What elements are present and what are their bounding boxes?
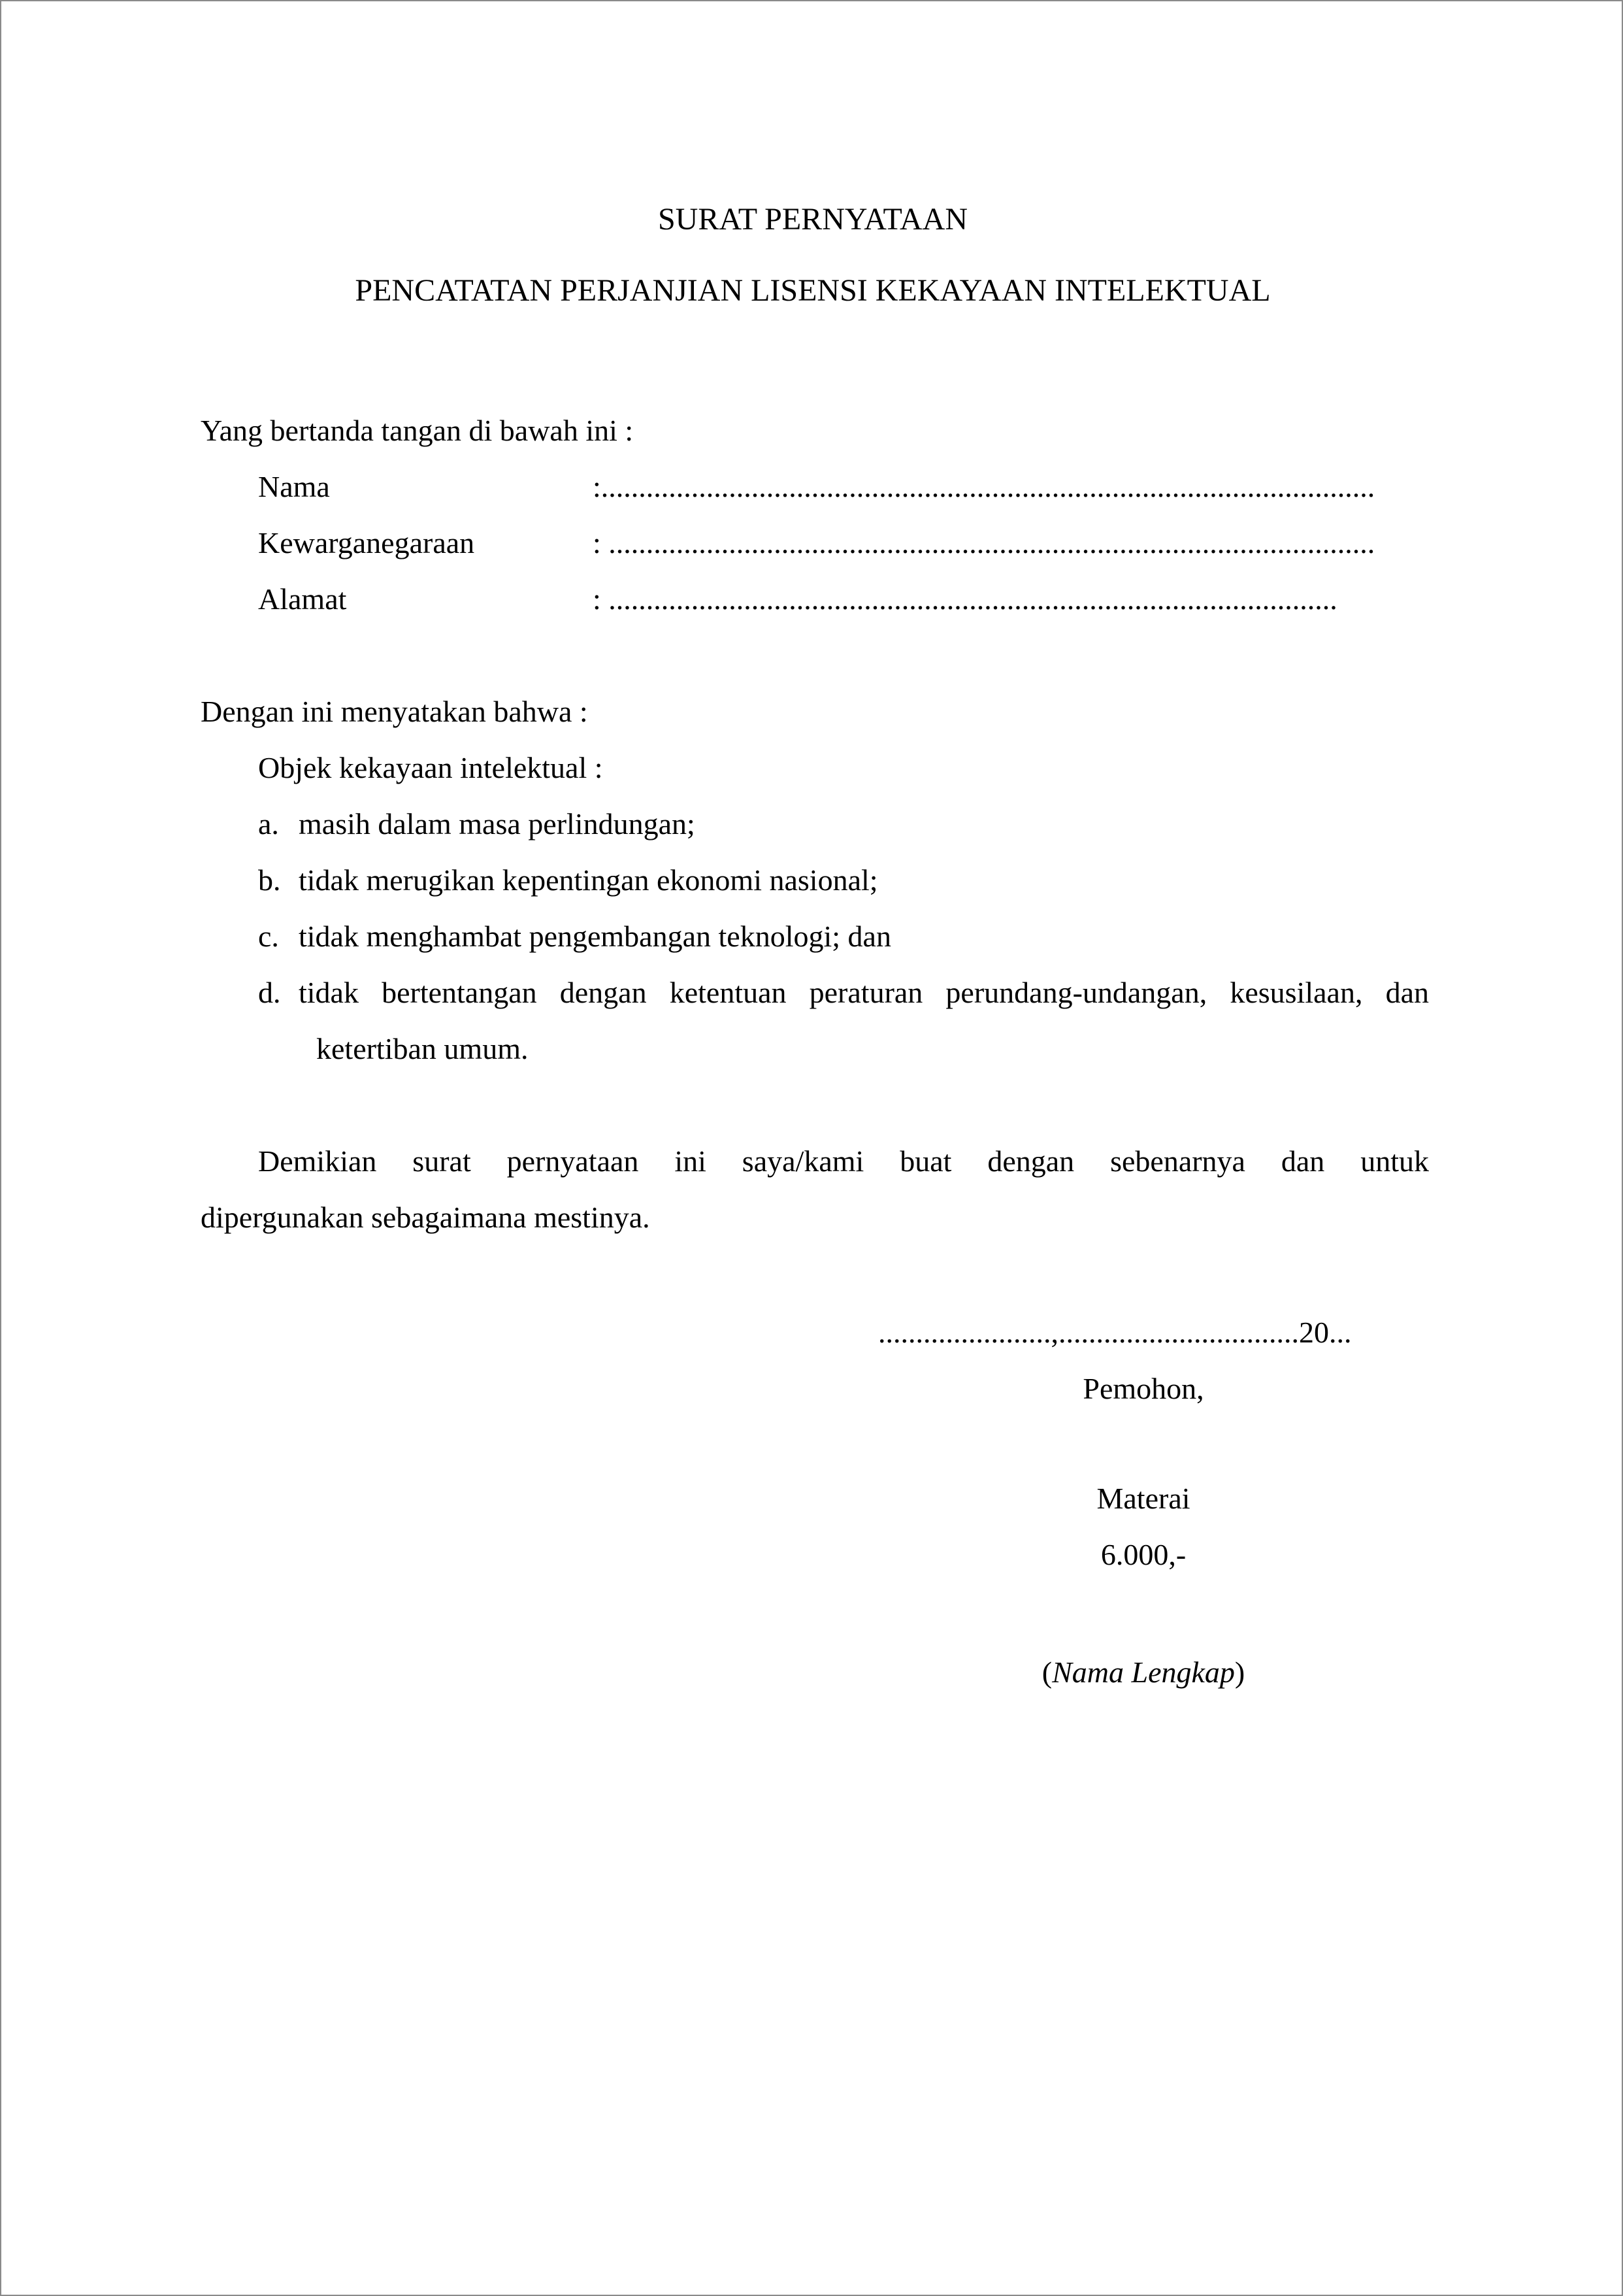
object-label: Objek kekayaan intelektual : [258,751,603,784]
field-label-nama: Nama [258,470,330,503]
list-item-d-text: tidak bertentangan dengan ketentuan peraturan perundang-undangan, kesusilaan, dan [299,976,1429,1009]
list-item-a: masih dalam masa perlindungan; [299,807,695,840]
list-marker-c: c. [258,920,279,953]
field-label-alamat: Alamat [258,582,347,616]
signer-name-open: ( [1041,1655,1053,1689]
applicant-label: Pemohon, [1083,1372,1204,1405]
list-item-c: tidak menghambat pengembangan teknologi; dan [299,920,891,953]
place-date-line: .......................,................................20... [878,1316,1352,1349]
list-item-d-continuation: ketertiban umum. [316,1032,529,1065]
list-item-b: tidak merugikan kepentingan ekonomi nasional; [299,863,878,897]
closing-line-1: Demikian surat pernyataan ini saya/kami buat dengan sebenarnya dan untuk [258,1144,1429,1178]
field-label-kewarganegaraan: Kewarganegaraan [258,526,475,559]
field-value-nama: :....................................................................................................... [593,470,1375,503]
field-value-kewarganegaraan: : ...................................................................................................... [593,526,1375,559]
list-marker-b: b. [258,863,281,897]
document-title: SURAT PERNYATAAN [657,202,968,237]
stamp-value: 6.000,- [1100,1538,1187,1571]
list-marker-d: d. [258,976,281,1009]
document-subtitle: PENCATATAN PERJANJIAN LISENSI KEKAYAAN INTELEKTUAL [355,273,1271,308]
list-item-d [299,978,1429,1008]
stamp-label: Materai [1096,1482,1190,1515]
signer-name [947,1657,1339,1688]
intro-text: Yang bertanda tangan di bawah ini : [201,414,634,447]
closing-paragraph [258,1146,1429,1176]
declaration-intro: Dengan ini menyatakan bahwa : [201,695,588,728]
signer-name-placeholder: Nama Lengkap [1052,1655,1235,1689]
list-marker-a: a. [258,807,279,840]
signer-name-close: ) [1234,1655,1245,1689]
closing-line-2: dipergunakan sebagaimana mestinya. [201,1201,650,1234]
field-value-alamat: : ................................................................................................. [593,582,1337,616]
